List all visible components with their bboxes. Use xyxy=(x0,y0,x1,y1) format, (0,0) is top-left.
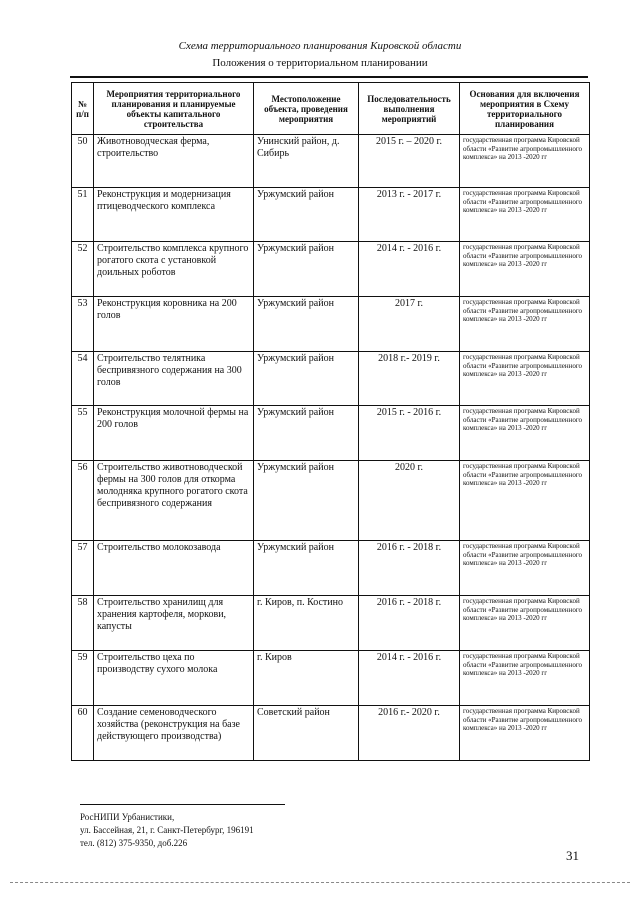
row-number: 51 xyxy=(72,188,94,242)
table-row xyxy=(72,135,590,188)
row-basis: государственная программа Кировской области «Развитие агропромышленного комплекса» на 2013 -2020 гг xyxy=(460,242,590,297)
table-row xyxy=(72,406,590,461)
table-row xyxy=(72,188,590,242)
row-sequence: 2017 г. xyxy=(359,297,460,352)
row-measure: Животноводческая ферма, строительство xyxy=(94,135,254,188)
footer-organization: РосНИПИ Урбанистики, xyxy=(80,812,175,822)
row-measure: Реконструкция и модернизация птицеводческого комплекса xyxy=(94,188,254,242)
row-location: г. Киров xyxy=(254,651,359,706)
table-row xyxy=(72,651,590,706)
row-basis: государственная программа Кировской области «Развитие агропромышленного комплекса» на 2013 -2020 гг xyxy=(460,406,590,461)
measures-table xyxy=(71,82,590,761)
row-basis: государственная программа Кировской области «Развитие агропромышленного комплекса» на 2013 -2020 гг xyxy=(460,352,590,406)
page-number: 31 xyxy=(566,848,579,863)
row-basis: государственная программа Кировской области «Развитие агропромышленного комплекса» на 2013 -2020 гг xyxy=(460,188,590,242)
row-location: Унинский район, д. Сибирь xyxy=(254,135,359,188)
row-sequence: 2016 г.- 2020 г. xyxy=(359,706,460,761)
row-location: Уржумский район xyxy=(254,297,359,352)
row-number: 50 xyxy=(72,135,94,188)
row-measure: Строительство комплекса крупного рогатого скота с установкой доильных роботов xyxy=(94,242,254,297)
table-row xyxy=(72,352,590,406)
row-sequence: 2015 г. - 2016 г. xyxy=(359,406,460,461)
col-header-number: № п/п xyxy=(72,83,94,135)
row-basis: государственная программа Кировской области «Развитие агропромышленного комплекса» на 2013 -2020 гг xyxy=(460,461,590,541)
row-measure: Строительство животноводческой фермы на 300 голов для откорма молодняка крупного рогатого скота беспривязного содержания xyxy=(94,461,254,541)
col-header-measure: Мероприятия территориального планирования и планируемые объекты капитального строительства xyxy=(94,83,254,135)
row-basis: государственная программа Кировской области «Развитие агропромышленного комплекса» на 2013 -2020 гг xyxy=(460,541,590,596)
row-sequence: 2020 г. xyxy=(359,461,460,541)
row-location: Уржумский район xyxy=(254,242,359,297)
row-basis: государственная программа Кировской области «Развитие агропромышленного комплекса» на 2013 -2020 гг xyxy=(460,706,590,761)
row-number: 58 xyxy=(72,596,94,651)
row-number: 52 xyxy=(72,242,94,297)
footer-address: ул. Бассейная, 21, г. Санкт-Петербург, 196191 xyxy=(80,825,254,835)
row-measure: Строительство молокозавода xyxy=(94,541,254,596)
row-measure: Реконструкция коровника на 200 голов xyxy=(94,297,254,352)
row-basis: государственная программа Кировской области «Развитие агропромышленного комплекса» на 2013 -2020 гг xyxy=(460,651,590,706)
row-measure: Реконструкция молочной фермы на 200 голов xyxy=(94,406,254,461)
row-sequence: 2016 г. - 2018 г. xyxy=(359,541,460,596)
document-title: Схема территориального планирования Кировской области xyxy=(178,40,462,52)
row-basis: государственная программа Кировской области «Развитие агропромышленного комплекса» на 2013 -2020 гг xyxy=(460,596,590,651)
row-sequence: 2018 г.- 2019 г. xyxy=(359,352,460,406)
row-number: 56 xyxy=(72,461,94,541)
row-location: Уржумский район xyxy=(254,188,359,242)
row-location: г. Киров, п. Костино xyxy=(254,596,359,651)
row-location: Советский район xyxy=(254,706,359,761)
table-row xyxy=(72,297,590,352)
table-row xyxy=(72,541,590,596)
table-row xyxy=(72,596,590,651)
table-row xyxy=(72,242,590,297)
table-header-row xyxy=(72,83,590,135)
header-rule xyxy=(70,76,588,78)
row-sequence: 2013 г. - 2017 г. xyxy=(359,188,460,242)
row-basis: государственная программа Кировской области «Развитие агропромышленного комплекса» на 2013 -2020 гг xyxy=(460,297,590,352)
col-header-basis: Основания для включения мероприятия в Схему территориального планирования xyxy=(460,83,590,135)
row-number: 53 xyxy=(72,297,94,352)
footer-phone: тел. (812) 375-9350, доб.226 xyxy=(80,838,188,848)
row-measure: Создание семеноводческого хозяйства (реконструкция на базе действующего производства) xyxy=(94,706,254,761)
row-number: 59 xyxy=(72,651,94,706)
row-basis: государственная программа Кировской области «Развитие агропромышленного комплекса» на 2013 -2020 гг xyxy=(460,135,590,188)
row-number: 54 xyxy=(72,352,94,406)
row-location: Уржумский район xyxy=(254,541,359,596)
row-measure: Строительство телятника беспривязного содержания на 300 голов xyxy=(94,352,254,406)
col-header-sequence: Последовательность выполнения мероприятий xyxy=(359,83,460,135)
row-measure: Строительство хранилищ для хранения картофеля, моркови, капусты xyxy=(94,596,254,651)
scan-edge-dashes xyxy=(10,882,630,883)
row-sequence: 2016 г. - 2018 г. xyxy=(359,596,460,651)
row-sequence: 2014 г. - 2016 г. xyxy=(359,242,460,297)
table-row xyxy=(72,461,590,541)
row-measure: Строительство цеха по производству сухого молока xyxy=(94,651,254,706)
col-header-location: Местоположение объекта, проведения мероприятия xyxy=(254,83,359,135)
row-number: 57 xyxy=(72,541,94,596)
document-subtitle: Положения о территориальном планировании xyxy=(212,57,428,69)
footer-rule xyxy=(80,804,285,805)
row-location: Уржумский район xyxy=(254,352,359,406)
row-location: Уржумский район xyxy=(254,461,359,541)
row-location: Уржумский район xyxy=(254,406,359,461)
row-number: 60 xyxy=(72,706,94,761)
row-sequence: 2015 г. – 2020 г. xyxy=(359,135,460,188)
row-sequence: 2014 г. - 2016 г. xyxy=(359,651,460,706)
table-row xyxy=(72,706,590,761)
row-number: 55 xyxy=(72,406,94,461)
